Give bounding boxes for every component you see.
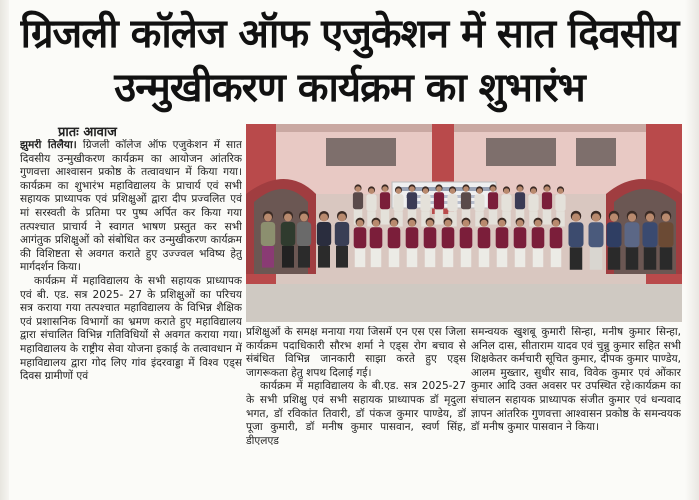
column-2-paragraph-2: कार्यक्रम में महाविद्यालय के बी.एड. सत्र 2025-27 के सभी प्रशिक्षु एवं सभी सहायक प्राध्यापक डॉ मृदुला भगत, डॉ रविकांत तिवारी, डॉ पंकज कुमार पाण्डेय, डॉ पूजा कुमारी, डॉ मनीष कुमार पासवान, स्वर्ण सिंह, डीएलएड bbox=[246, 380, 466, 447]
headline-line-1: ग्रिजली कॉलेज ऑफ एजुकेशन में सात दिवसीय bbox=[20, 11, 679, 57]
column-3-paragraph-1: समन्वयक खुशबू कुमारी सिन्हा, मनीष कुमार सिन्हा, अनिल दास, सीताराम यादव एवं चुन्नु कुमार सहित सभी शिक्षकेतर कर्मचारी सूचित कुमार, दीपक कुमार पाण्डेय, आलम मुख्तार, सुधीर साव, विवेक कुमार एवं ओंकार कुमार आदि उक्त अवसर पर उपस्थित रहे।कार्यक्रम का संचालन सहायक प्राध्यापक संजीत कुमार एवं धन्यवाद ज्ञापन आंतरिक गुणवत्ता आश्वासन प्रकोष्ठ के समन्वयक डॉ मनीष कुमार पासवान ने किया। bbox=[471, 326, 681, 434]
event-photo bbox=[246, 124, 682, 322]
event-photo-illustration bbox=[246, 124, 682, 322]
column-1-paragraph-1 bbox=[20, 139, 242, 275]
article-column-1 bbox=[20, 139, 242, 495]
article-column-3 bbox=[471, 326, 681, 496]
column-1-paragraph-1-text: ग्रिजली कॉलेज ऑफ एजुकेशन में सात दिवसीय उन्मुखीकरण कार्यक्रम का आयोजन आंतरिक गुणवत्ता आश्वासन प्रकोष्ठ के तत्वावधान में किया गया। कार्यक्रम का शुभारंभ महाविद्यालय के प्राचार्य एवं सभी सहायक प्राध्यापक एवं प्रशिक्षुओं द्वारा दीप प्रज्वलित एवं मां सरस्वती के प्रतिमा पर पुष्प अर्पित कर किया गया तत्पश्चात प्राचार्य ने स्वागत भाषण प्रस्तुत कर सभी आगंतुक प्रशिक्षुओं को संबोधित कर उन्मुखीकरण कार्यक्रम की विशिष्टता से अवगत कराते हुए उज्ज्वल भविष्य हेतु मार्गदर्शन किया। bbox=[20, 139, 242, 274]
headline bbox=[0, 0, 699, 122]
front-row-people bbox=[261, 211, 674, 270]
column-1-paragraph-2: कार्यक्रम में महाविद्यालय के सभी सहायक प्राध्यापक एवं बी. एड. सत्र 2025- 27 के प्रशिक्षुओं का परिचय सत्र कराया गया तत्पश्चात महाविद्यालय के विभिन्न शैक्षिक एवं प्रशासनिक विभागों का भ्रमण कराते हुए महाविद्यालय द्वारा संचालित विभिन्न गतिविधियों से अवगत कराया गया। महाविद्यालय के राष्ट्रीय सेवा योजना इकाई के तत्वावधान में महाविद्यालय द्वारा गोद लिए गांव इंदरवाड्डा में विश्व एड्स दिवस ग्रामीणों एवं bbox=[20, 274, 242, 383]
column-2-paragraph-1: प्रशिक्षुओं के समक्ष मनाया गया जिसमें एन एस एस जिला कार्यक्रम पदाधिकारी सौरभ शर्मा ने एड्स रोग बचाव से संबंधित विभिन्न जानकारी साझा करते हुए एड्स जागरूकता हेतु शपथ दिलाई गई। bbox=[246, 326, 466, 379]
headline-line-2: उन्मुखीकरण कार्यक्रम का शुभारंभ bbox=[114, 65, 585, 111]
dateline: झुमरी तिलैया। bbox=[20, 139, 77, 151]
article-column-2 bbox=[246, 326, 466, 496]
byline: प्रातः आवाज bbox=[58, 125, 117, 140]
